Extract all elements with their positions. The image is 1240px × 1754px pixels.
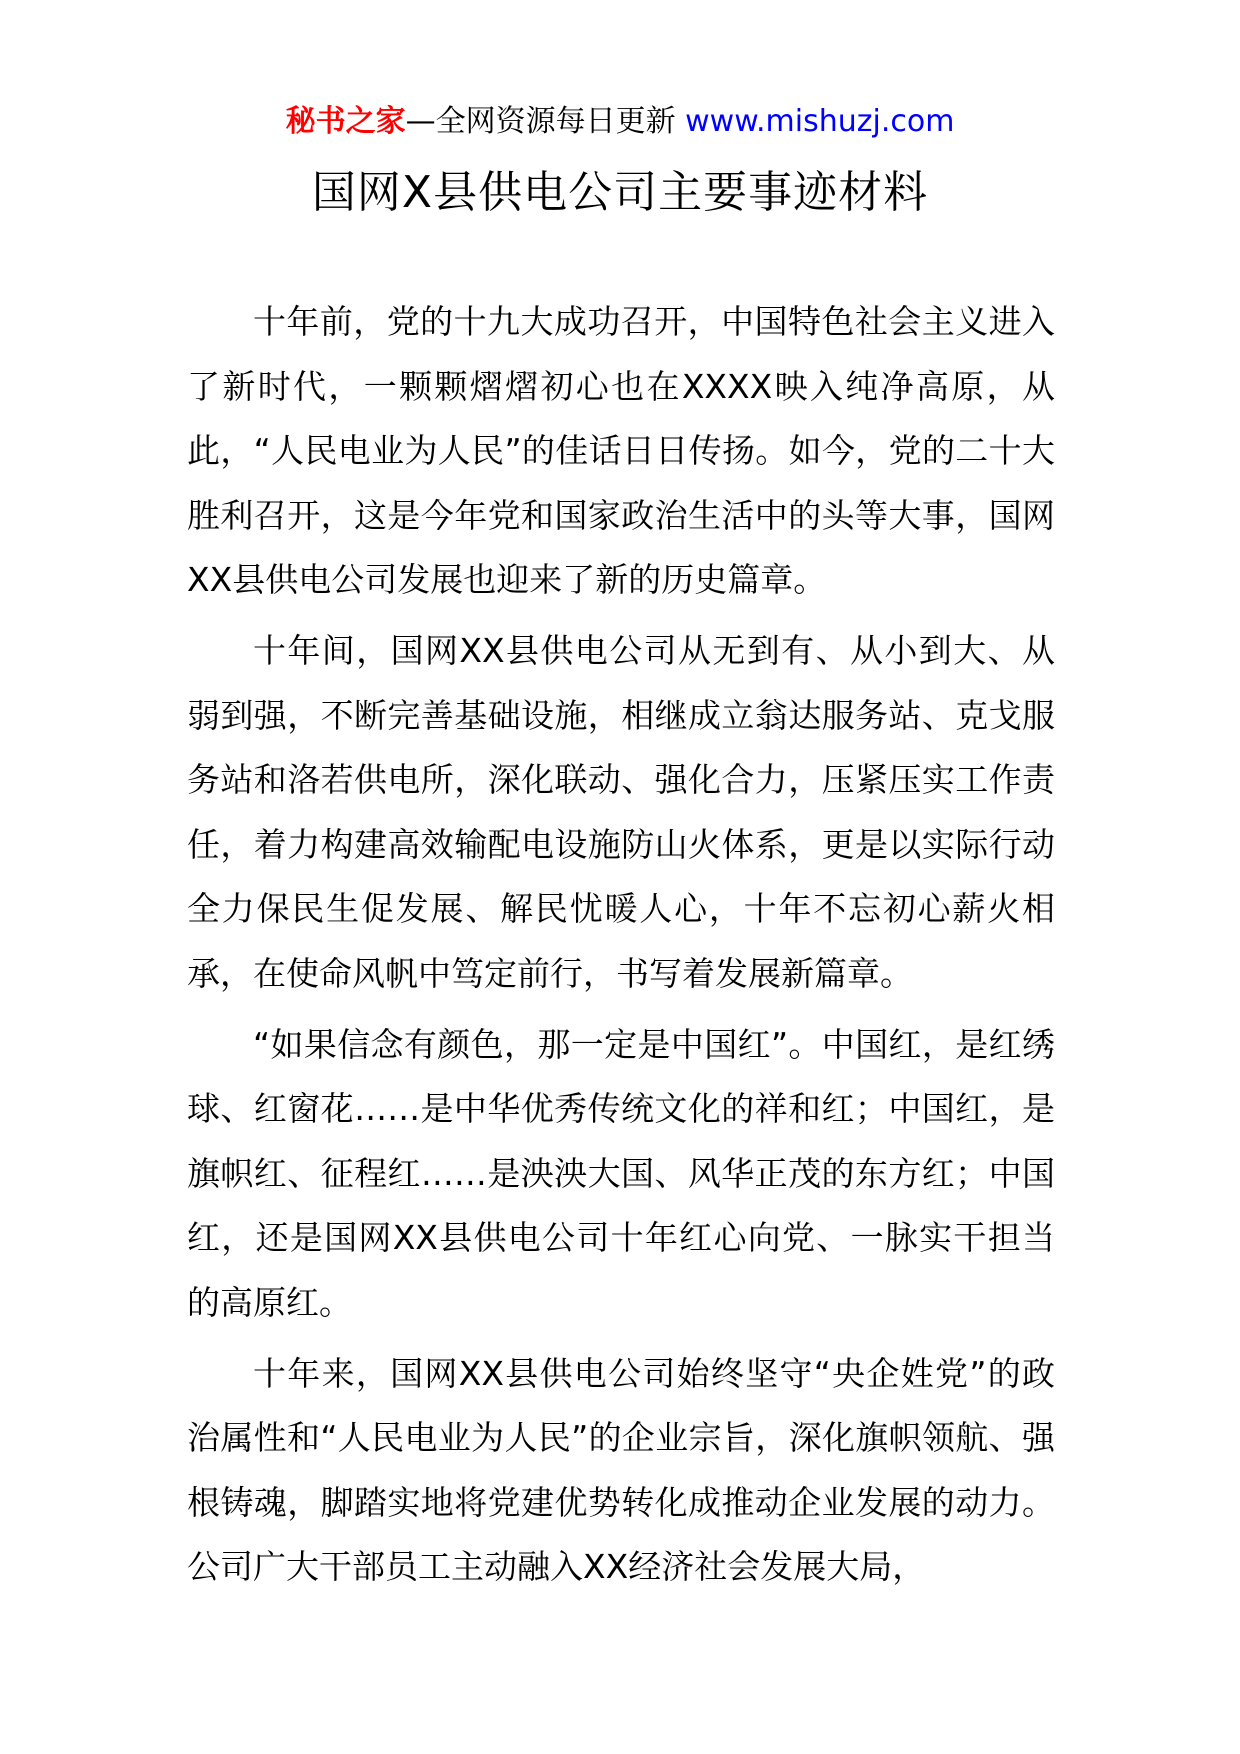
header-tagline: —全网资源每日更新 — [405, 104, 676, 139]
paragraph-1: 十年前，党的十九大成功召开，中国特色社会主义进入了新时代，一颗颗熠熠初心也在XXXX映入纯净高原，从此，“人民电业为人民”的佳话日日传扬。如今，党的二十大胜利召开，这是今年党和国家政治生活中的头等大事，国网XX县供电公司发展也迎来了新的历史篇章。 — [187, 302, 1055, 600]
watermark-header — [0, 100, 1240, 144]
paragraph-4: 十年来，国网XX县供电公司始终坚守“央企姓党”的政治属性和“人民电业为人民”的企业宗旨，深化旗帜领航、强根铸魂，脚踏实地将党建优势转化成推动企业发展的动力。公司广大干部员工主动融入XX经济社会发展大局， — [187, 1353, 1055, 1587]
document-body — [187, 290, 1055, 1606]
document-title: 国网X县供电公司主要事迹材料 — [311, 167, 929, 218]
header-brand: 秘书之家 — [285, 104, 406, 139]
paragraph-3: “如果信念有颜色，那一定是中国红”。中国红，是红绣球、红窗花……是中华优秀传统文化的祥和红；中国红，是旗帜红、征程红……是泱泱大国、风华正茂的东方红；中国红，还是国网XX县供电公司十年红心向党、一脉实干担当的高原红。 — [187, 1024, 1055, 1322]
paragraph-2: 十年间，国网XX县供电公司从无到有、从小到大、从弱到强，不断完善基础设施，相继成立翁达服务站、克戈服务站和洛若供电所，深化联动、强化合力，压紧压实工作责任，着力构建高效输配电设施防山火体系，更是以实际行动全力保民生促发展、解民忧暖人心，十年不忘初心薪火相承，在使命风帆中笃定前行，书写着发展新篇章。 — [187, 630, 1055, 993]
header-url-link[interactable]: www.mishuzj.com — [685, 104, 955, 139]
